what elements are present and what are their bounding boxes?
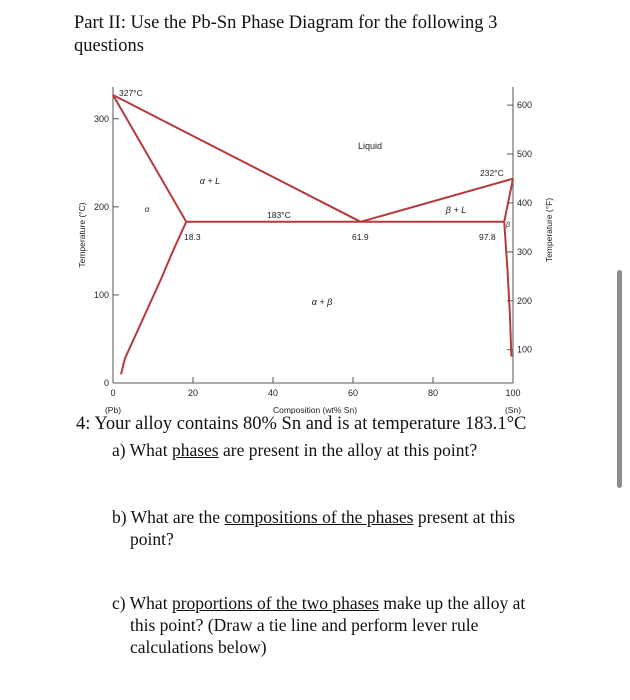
phase-line-6: [504, 222, 511, 357]
x-right-end-label: (Sn): [504, 405, 522, 415]
x-tick-label-3: 60: [347, 388, 359, 398]
region-liquid-label: Liquid: [357, 141, 383, 151]
y-tick-label-0: 0: [103, 378, 109, 388]
beta-limit-label: 97.8: [479, 232, 496, 242]
question-4-stem: 4: Your alloy contains 80% Sn and is at temperature 183.1°C: [76, 414, 527, 434]
question-4a: [112, 439, 477, 461]
question-4c-prefix: c) What: [112, 593, 172, 613]
y2-tick-label-2: 300: [517, 246, 533, 257]
scrollbar-thumb[interactable]: [617, 270, 622, 488]
question-4b-suffix: present at this: [413, 507, 516, 527]
y2-axis-label: Temperature (°F): [544, 197, 554, 263]
question-4c-line3: calculations below): [130, 637, 267, 657]
region-alpha-label: α: [144, 205, 150, 214]
question-4c-underlined: proportions of the two phases: [171, 593, 379, 613]
question-4b-underlined: compositions of the phases: [224, 507, 414, 527]
y-axis-label: Temperature (°C): [77, 202, 87, 268]
question-4c-suffix: make up the alloy at: [379, 593, 526, 613]
question-4a-suffix: are present in the alloy at this point?: [218, 440, 478, 460]
y-tick-label-3: 300: [93, 113, 109, 124]
question-4b-prefix: b) What are the: [112, 507, 225, 527]
sn-melting-point-label: 232°C: [480, 168, 504, 178]
y-tick-label-1: 100: [93, 289, 109, 300]
pb-melting-point-label: 327°C: [119, 88, 143, 98]
phase-line-1: [361, 179, 513, 222]
part-heading-line2: questions: [74, 36, 144, 56]
question-4a-prefix: a) What: [112, 440, 172, 460]
x-tick-label-1: 20: [187, 388, 199, 398]
y2-tick-label-1: 200: [517, 295, 533, 306]
x-left-end-label: (Pb): [104, 405, 122, 415]
region-alpha-beta-label: α + β: [311, 297, 333, 307]
phase-line-3: [121, 222, 186, 374]
alpha-limit-label: 18.3: [184, 232, 201, 242]
phase-line-5: [504, 179, 513, 222]
eutectic-temp-label: 183°C: [267, 210, 291, 220]
phase-boundaries: [113, 95, 513, 374]
question-4b-line2: point?: [130, 529, 174, 549]
axes: [113, 87, 513, 383]
eutectic-comp-label: 61.9: [352, 232, 369, 242]
region-alpha-l-label: α + L: [199, 176, 221, 186]
part-heading-line1: Part II: Use the Pb-Sn Phase Diagram for the following 3: [74, 13, 498, 33]
y2-tick-label-3: 400: [517, 197, 533, 208]
x-tick-label-0: 0: [110, 388, 116, 398]
question-4c-line2: this point? (Draw a tie line and perform lever rule: [130, 615, 479, 635]
x-axis-label: Composition (wt% Sn): [272, 405, 358, 415]
y-tick-label-2: 200: [93, 201, 109, 212]
tick-marks: [113, 105, 513, 383]
x-tick-label-4: 80: [427, 388, 439, 398]
y2-tick-label-0: 100: [517, 344, 533, 355]
y2-tick-label-4: 500: [517, 149, 533, 160]
question-4a-underlined: phases: [171, 440, 219, 460]
x-tick-label-5: 100: [505, 388, 521, 398]
y2-tick-label-5: 600: [517, 100, 533, 111]
region-beta-l-label: β + L: [445, 205, 467, 215]
x-tick-label-2: 40: [267, 388, 279, 398]
question-4b: [112, 506, 572, 550]
region-beta-label: β: [506, 222, 510, 229]
question-4c: [112, 592, 572, 658]
